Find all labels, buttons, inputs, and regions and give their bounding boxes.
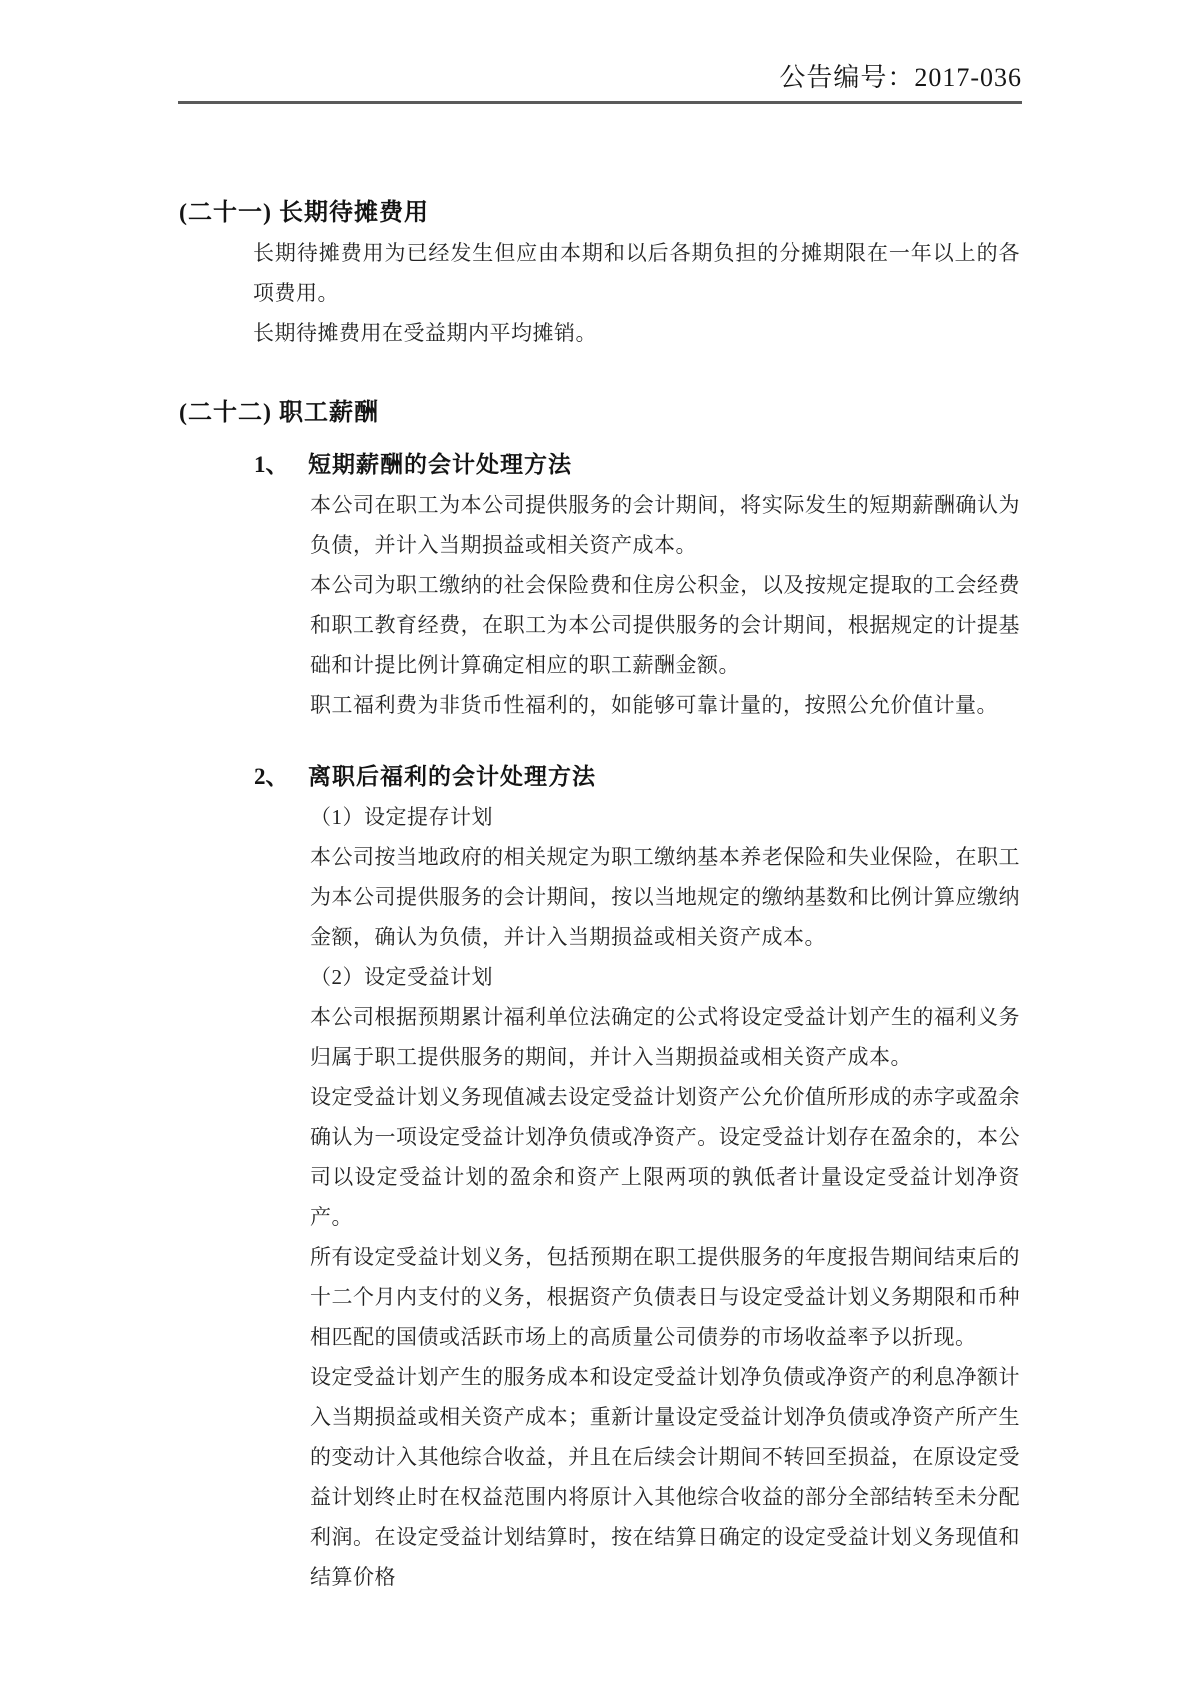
subsection-2-body xyxy=(310,797,1020,1597)
paragraph: 设定受益计划产生的服务成本和设定受益计划净负债或净资产的利息净额计入当期损益或相关资产成本；重新计量设定受益计划净负债或净资产所产生的变动计入其他综合收益，并且在后续会计期间不转回至损益，在原设定受益计划终止时在权益范围内将原计入其他综合收益的部分全部结转至未分配利润。在设定受益计划结算时，按在结算日确定的设定受益计划义务现值和结算价格 xyxy=(310,1365,1020,1589)
subsection-1-body xyxy=(310,485,1020,725)
paragraph: 长期待摊费用为已经发生但应由本期和以后各期负担的分摊期限在一年以上的各项费用。 xyxy=(253,241,1020,305)
section-heading-21: (二十一) 长期待摊费用 xyxy=(179,200,429,226)
list-label-2: （2）设定受益计划 xyxy=(310,965,493,989)
paragraph: 本公司为职工缴纳的社会保险费和住房公积金，以及按规定提取的工会经费和职工教育经费，在职工为本公司提供服务的会计期间，根据规定的计提基础和计提比例计算确定相应的职工薪酬金额。 xyxy=(310,573,1020,677)
paragraph: 所有设定受益计划义务，包括预期在职工提供服务的年度报告期间结束后的十二个月内支付的义务，根据资产负债表日与设定受益计划义务期限和币种相匹配的国债或活跃市场上的高质量公司债券的市场收益率予以折现。 xyxy=(310,1245,1020,1349)
document-content xyxy=(179,193,1020,1597)
subsection-heading-2 xyxy=(254,757,1020,797)
doc-number-header: 公告编号：2017-036 xyxy=(178,60,1022,104)
paragraph: 本公司在职工为本公司提供服务的会计期间，将实际发生的短期薪酬确认为负债，并计入当期损益或相关资产成本。 xyxy=(310,493,1020,557)
paragraph: 本公司按当地政府的相关规定为职工缴纳基本养老保险和失业保险，在职工为本公司提供服务的会计期间，按以当地规定的缴纳基数和比例计算应缴纳金额，确认为负债，并计入当期损益或相关资产成本。 xyxy=(310,845,1020,949)
paragraph: 长期待摊费用在受益期内平均摊销。 xyxy=(253,321,597,345)
list-label-1: （1）设定提存计划 xyxy=(310,805,493,829)
subsection-title: 离职后福利的会计处理方法 xyxy=(308,764,596,789)
paragraph: 本公司根据预期累计福利单位法确定的公式将设定受益计划产生的福利义务归属于职工提供服务的期间，并计入当期损益或相关资产成本。 xyxy=(310,1005,1020,1069)
paragraph: 职工福利费为非货币性福利的，如能够可靠计量的，按照公允价值计量。 xyxy=(310,693,998,717)
section-heading-22: (二十二) 职工薪酬 xyxy=(179,400,379,426)
section-21-body xyxy=(253,233,1020,353)
subsection-title: 短期薪酬的会计处理方法 xyxy=(308,452,572,477)
subsection-number: 1、 xyxy=(254,452,289,477)
paragraph: 设定受益计划义务现值减去设定受益计划资产公允价值所形成的赤字或盈余确认为一项设定受益计划净负债或净资产。设定受益计划存在盈余的，本公司以设定受益计划的盈余和资产上限两项的孰低者计量设定受益计划净资产。 xyxy=(310,1085,1020,1229)
subsection-heading-1 xyxy=(254,445,1020,485)
subsection-number: 2、 xyxy=(254,764,289,789)
